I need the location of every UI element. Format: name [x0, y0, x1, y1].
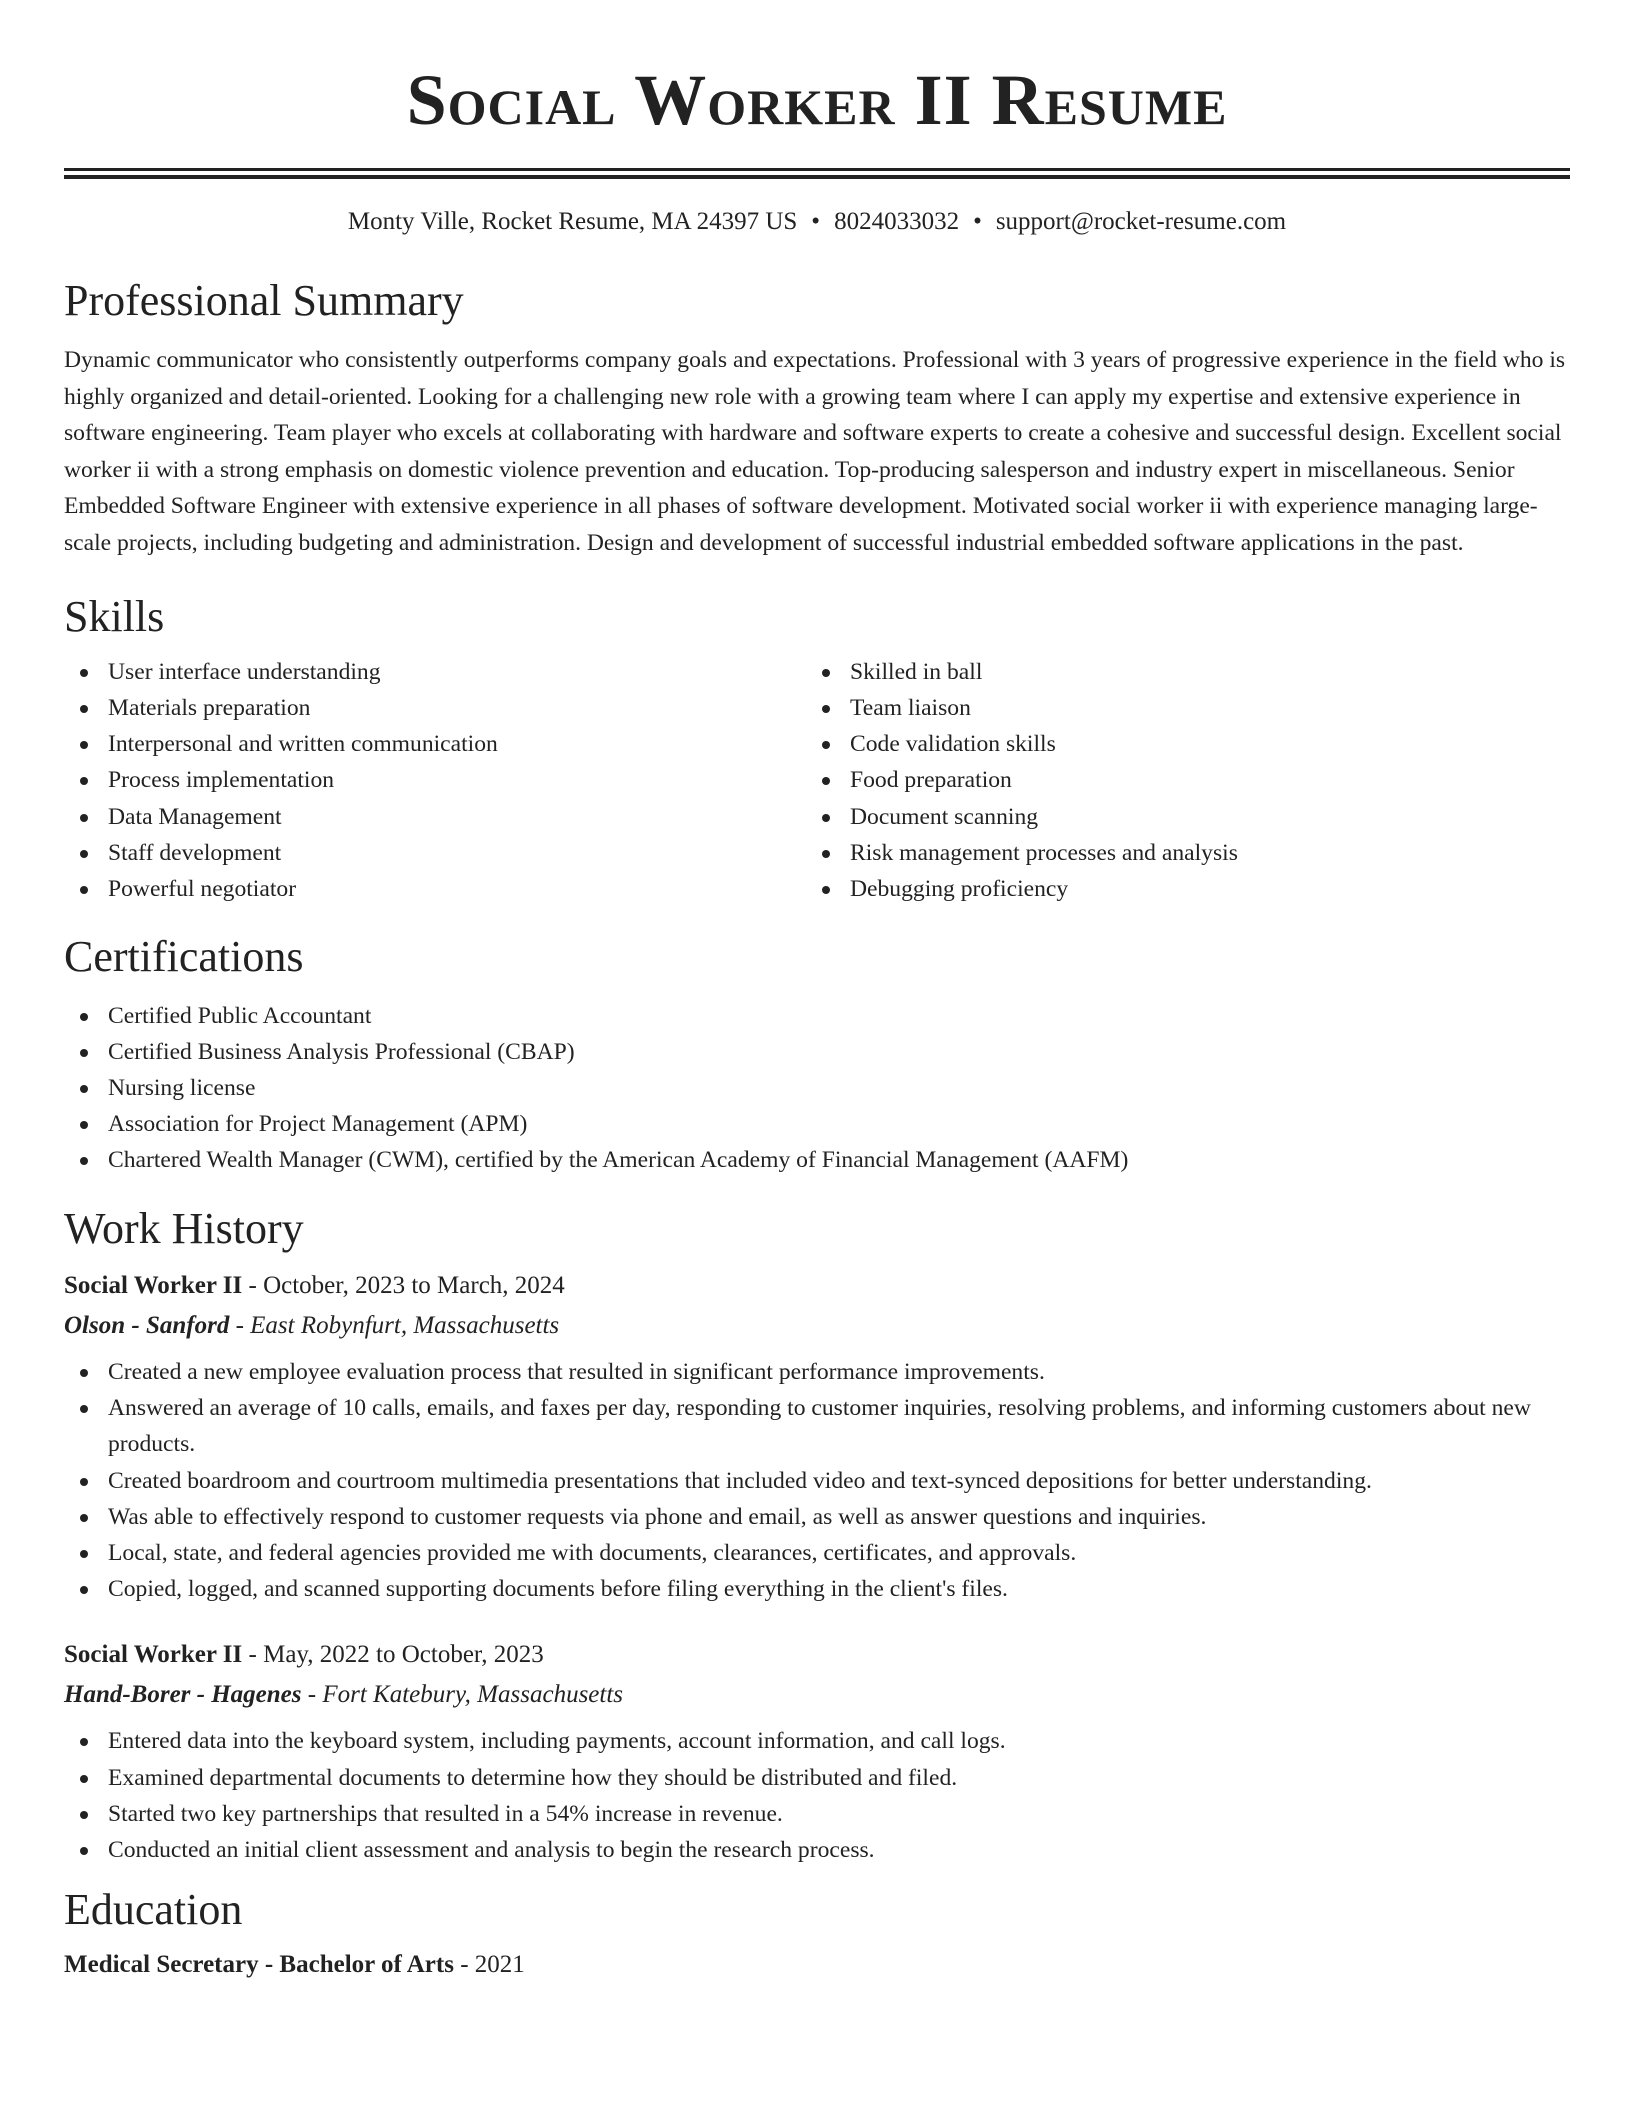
job-dates: - October, 2023 to March, 2024 [242, 1272, 565, 1299]
certification-item: Chartered Wealth Manager (CWM), certified by the American Academy of Financial Management (AAFM) [64, 1142, 1570, 1178]
job-title-line [64, 1266, 1570, 1306]
title-divider [64, 168, 1570, 179]
certification-item: Certified Business Analysis Professional (CBAP) [64, 1034, 1570, 1070]
summary-text: Dynamic communicator who consistently outperforms company goals and expectations. Professional with 3 years of progressive experience in the field who is highly organized and detail-oriented. Looking for a challenging new role with a growing team where I can apply my expertise and extensive experience in software engineering. Team player who excels at collaborating with hardware and software experts to create a cohesive and successful design. Excellent social worker ii with a strong emphasis on domestic violence prevention and education. Top-producing salesperson and industry expert in miscellaneous. Senior Embedded Software Engineer with extensive experience in all phases of software development. Motivated social worker ii with experience managing large-scale projects, including budgeting and administration. Design and development of successful industrial embedded software applications in the past. [64, 347, 1566, 556]
skill-item: Data Management [64, 799, 806, 835]
job-entry [64, 1635, 1570, 1868]
job-entry [64, 1266, 1570, 1607]
education-heading: Education [64, 1885, 243, 1935]
skill-item: Process implementation [64, 762, 806, 798]
job-bullet: Examined departmental documents to determine how they should be distributed and filed. [64, 1760, 1570, 1796]
skill-item: Staff development [64, 835, 806, 871]
skill-item: User interface understanding [64, 654, 806, 690]
resume-title: Social Worker II Resume [406, 60, 1228, 140]
skill-item: Materials preparation [64, 690, 806, 726]
skill-item: Food preparation [806, 762, 1548, 798]
employer-location: - East Robynfurt, Massachusetts [229, 1312, 560, 1339]
job-dates: - May, 2022 to October, 2023 [242, 1641, 544, 1669]
education-degree: Medical Secretary - Bachelor of Arts [64, 1950, 454, 1978]
job-title-line [64, 1635, 1570, 1675]
job-bullet: Entered data into the keyboard system, including payments, account information, and call logs. [64, 1723, 1570, 1759]
job-bullet: Answered an average of 10 calls, emails, and faxes per day, responding to customer inquiries, resolving problems, and informing customers about new products. [64, 1390, 1570, 1462]
job-title: Social Worker II [64, 1641, 243, 1669]
skills-columns [64, 654, 1570, 907]
certification-item: Nursing license [64, 1070, 1570, 1106]
employer-name: Olson - Sanford [64, 1312, 230, 1339]
education-year: - 2021 [453, 1950, 525, 1978]
skill-item: Team liaison [806, 690, 1548, 726]
contact-phone: 8024033032 [834, 208, 960, 235]
employer-line [64, 1306, 1570, 1346]
skill-item: Debugging proficiency [806, 871, 1548, 907]
job-bullet: Started two key partnerships that resulted in a 54% increase in revenue. [64, 1796, 1570, 1832]
contact-separator: • [811, 208, 821, 235]
education-entry [64, 1945, 1570, 1985]
contact-email: support@rocket-resume.com [995, 208, 1287, 235]
skill-item: Document scanning [806, 799, 1548, 835]
certification-item: Certified Public Accountant [64, 998, 1570, 1034]
skill-item: Code validation skills [806, 726, 1548, 762]
skill-item: Skilled in ball [806, 654, 1548, 690]
employer-name: Hand-Borer - Hagenes [64, 1681, 302, 1709]
skill-item: Risk management processes and analysis [806, 835, 1548, 871]
certifications-heading: Certifications [64, 932, 304, 982]
job-bullets [64, 1723, 1570, 1868]
job-bullet: Created boardroom and courtroom multimedia presentations that included video and text-synced depositions for better understanding. [64, 1463, 1570, 1499]
work-history-heading: Work History [64, 1203, 304, 1253]
skills-heading: Skills [64, 592, 165, 642]
employer-line [64, 1675, 1570, 1715]
contact-line [64, 207, 1570, 237]
skill-item: Powerful negotiator [64, 871, 806, 907]
skills-list-right [806, 654, 1548, 907]
contact-separator: • [973, 208, 982, 235]
contact-address: Monty Ville, Rocket Resume, MA 24397 US [347, 208, 798, 235]
skills-list-left [64, 654, 806, 907]
job-bullet: Conducted an initial client assessment and analysis to begin the research process. [64, 1832, 1570, 1868]
job-title: Social Worker II [64, 1272, 243, 1299]
certifications-list [64, 998, 1570, 1179]
job-bullet: Copied, logged, and scanned supporting documents before filing everything in the client's files. [64, 1571, 1570, 1607]
certification-item: Association for Project Management (APM) [64, 1106, 1570, 1142]
job-bullets [64, 1354, 1570, 1607]
skill-item: Interpersonal and written communication [64, 726, 806, 762]
job-bullet: Local, state, and federal agencies provided me with documents, clearances, certificates, and approvals. [64, 1535, 1570, 1571]
employer-location: - Fort Katebury, Massachusetts [301, 1681, 624, 1709]
job-bullet: Was able to effectively respond to customer requests via phone and email, as well as answer questions and inquiries. [64, 1499, 1570, 1535]
summary-heading: Professional Summary [64, 276, 464, 325]
job-bullet: Created a new employee evaluation process that resulted in significant performance improvements. [64, 1354, 1570, 1390]
resume-page [64, 0, 1570, 1985]
